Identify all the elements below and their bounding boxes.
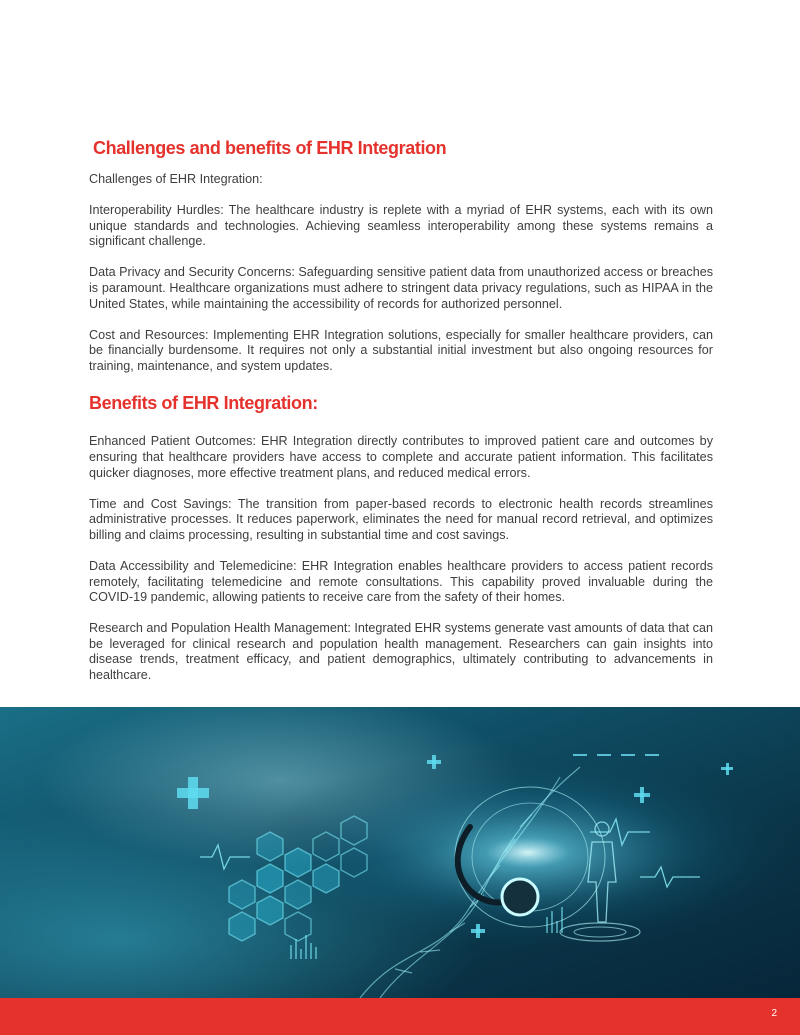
benefit-paragraph-telemedicine: Data Accessibility and Telemedicine: EHR Integration enables healthcare providers to access patient records remotely, facilitating telemedicine and remote consultations. This capability proved invaluable during the COVID-19 pandemic, allowing patients to receive care from the safety of their homes. bbox=[89, 559, 713, 605]
challenge-paragraph-interoperability: Interoperability Hurdles: The healthcare industry is replete with a myriad of EHR systems, each with its own unique standards and technologies. Achieving seamless interoperability among these systems remains a significant challenge. bbox=[89, 203, 713, 249]
benefit-paragraph-research: Research and Population Health Management: Integrated EHR systems generate vast amounts of data that can be leveraged for clinical research and population health management. Researchers can gain insights into disease trends, treatment efficacy, and patient demographics, ultimately contributing to advancements in healthcare. bbox=[89, 621, 713, 683]
document-body bbox=[89, 137, 713, 699]
footer-bar bbox=[0, 998, 800, 1035]
challenges-intro: Challenges of EHR Integration: bbox=[89, 172, 263, 186]
benefit-paragraph-outcomes: Enhanced Patient Outcomes: EHR Integration directly contributes to improved patient care and outcomes by ensuring that healthcare providers have access to complete and accurate patient information. This facilitates quicker diagnoses, more effective treatment plans, and reduced medical errors. bbox=[89, 434, 713, 480]
benefits-heading: Benefits of EHR Integration: bbox=[89, 393, 318, 414]
page-number: 2 bbox=[771, 1008, 777, 1019]
challenge-paragraph-privacy: Data Privacy and Security Concerns: Safeguarding sensitive patient data from unauthorized access or breaches is paramount. Healthcare organizations must adhere to stringent data privacy regulations, such as HIPAA in the United States, while maintaining the accessibility of records for authorized personnel. bbox=[89, 265, 713, 311]
page-title: Challenges and benefits of EHR Integration bbox=[93, 138, 447, 158]
healthcare-hero-image bbox=[0, 707, 800, 998]
challenge-paragraph-cost: Cost and Resources: Implementing EHR Integration solutions, especially for smaller healthcare providers, can be financially burdensome. It requires not only a substantial initial investment but also ongoing resources for training, maintenance, and system updates. bbox=[89, 327, 713, 373]
benefit-paragraph-savings: Time and Cost Savings: The transition from paper-based records to electronic health records streamlines administrative processes. It reduces paperwork, eliminates the need for manual record retrieval, and optimizes billing and claims processing, resulting in substantial time and cost savings. bbox=[89, 496, 713, 542]
